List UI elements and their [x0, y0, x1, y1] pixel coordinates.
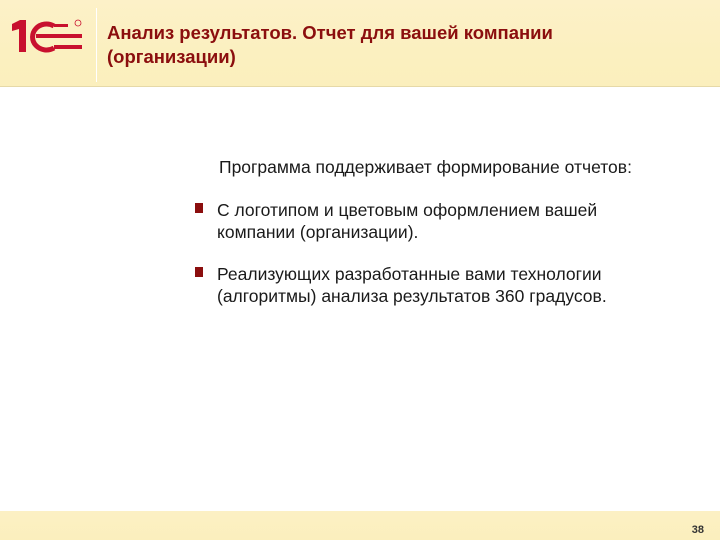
- slide-title: [107, 21, 707, 69]
- intro-text: Программа поддерживает формирование отчетов:: [219, 157, 632, 177]
- 1c-logo-icon: [10, 18, 86, 56]
- bullet-text-line-1: С логотипом и цветовым оформлением вашей: [217, 200, 598, 220]
- square-bullet-icon: [195, 203, 203, 213]
- bullet-list: [191, 199, 691, 327]
- bullet-text-line-2: (алгоритмы) анализа результатов 360 градусов.: [217, 286, 607, 306]
- logo-divider: [96, 8, 97, 82]
- slide-title-line-2: (организации): [107, 46, 236, 67]
- bullet-text-line-1: Реализующих разработанные вами технологии: [217, 264, 602, 284]
- page-number: 38: [691, 524, 704, 536]
- slide-title-line-1: Анализ результатов. Отчет для вашей компании: [107, 22, 553, 43]
- bullet-text-line-2: компании (организации).: [217, 222, 419, 242]
- bullet-item: [191, 199, 691, 243]
- bullet-item: [191, 263, 691, 307]
- footer-band: [0, 511, 720, 540]
- header-divider: [0, 86, 720, 87]
- square-bullet-icon: [195, 267, 203, 277]
